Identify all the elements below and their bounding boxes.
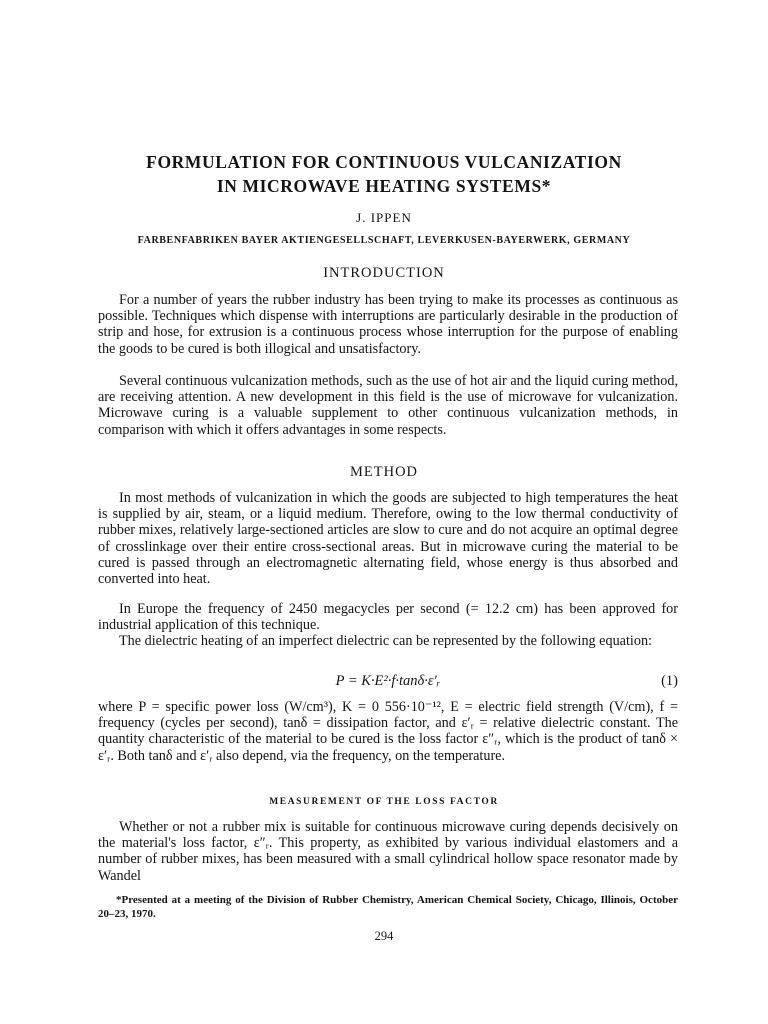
equation-number: (1) <box>661 673 678 689</box>
equation-1 <box>98 673 678 691</box>
introduction-paragraph-1: For a number of years the rubber industry has been trying to make its processes as continuous as possible. Techniques which dispense with interruptions are particularly desirable in the production of strip and hose, for extrusion is a continuous process whose interruption for the purpose of enabling the goods to be cured is both illogical and unsatisfactory. <box>98 292 678 357</box>
method-paragraph-3: The dielectric heating of an imperfect dielectric can be represented by the following equation: <box>119 633 652 649</box>
loss-factor-paragraph-1: Whether or not a rubber mix is suitable for continuous microwave curing depends decisively on the material's loss factor, ε″ᵣ. This property, as exhibited by various individual elastomers and a number of rubber mixes, has been measured with a small cylindrical hollow space resonator made by Wandel <box>98 819 678 884</box>
author-name: J. IPPEN <box>356 210 412 225</box>
method-paragraph-1: In most methods of vulcanization in which the goods are subjected to high temperatures the heat is supplied by air, steam, or a liquid medium. Therefore, owing to the low thermal conductivity of rubber mixes, relatively large-sectioned articles are slow to cure and do not acquire an optimal degree of crosslinkage over their entire cross-sectional areas. But in microwave curing the material to be cured is passed through an electromagnetic alternating field, whose energy is thus absorbed and converted into heat. <box>98 490 678 588</box>
introduction-paragraph-2: Several continuous vulcanization methods, such as the use of hot air and the liquid curing method, are receiving attention. A new development in this field is the use of microwave for vulcanization. Microwave curing is a valuable supplement to other continuous vulcanization methods, in comparison with which it offers advantages in some respects. <box>98 373 678 438</box>
author-affiliation: FARBENFABRIKEN BAYER AKTIENGESELLSCHAFT, LEVERKUSEN-BAYERWERK, GERMANY <box>137 235 631 246</box>
article-title-line-2: IN MICROWAVE HEATING SYSTEMS* <box>216 176 552 196</box>
introduction-heading: INTRODUCTION <box>323 265 445 281</box>
method-paragraph-2: In Europe the frequency of 2450 megacycles per second (= 12.2 cm) has been approved for industrial application of this technique. <box>98 601 678 634</box>
method-paragraph-4: where P = specific power loss (W/cm³), K = 0 556·10⁻¹², E = electric field strength (V/cm), f = frequency (cycles per second), tanδ = dissipation factor, and ε′ᵣ = relative dielectric constant. The quantity characteristic of the material to be cured is the loss factor ε″ᵣ, which is the product of tanδ × ε′ᵣ. Both tanδ and ε′ᵣ also depend, via the frequency, on the temperature. <box>98 699 678 764</box>
loss-factor-heading: MEASUREMENT OF THE LOSS FACTOR <box>269 797 499 807</box>
equation-body: P = K·E²·f·tanδ·ε′ᵣ <box>335 673 441 689</box>
footnote: *Presented at a meeting of the Division of Rubber Chemistry, American Chemical Society, Chicago, Illinois, October 20–23, 1970. <box>98 894 678 920</box>
method-heading: METHOD <box>349 464 419 480</box>
article-title <box>60 150 708 198</box>
page-number: 294 <box>374 929 394 943</box>
article-title-line-1: FORMULATION FOR CONTINUOUS VULCANIZATION <box>146 152 622 172</box>
